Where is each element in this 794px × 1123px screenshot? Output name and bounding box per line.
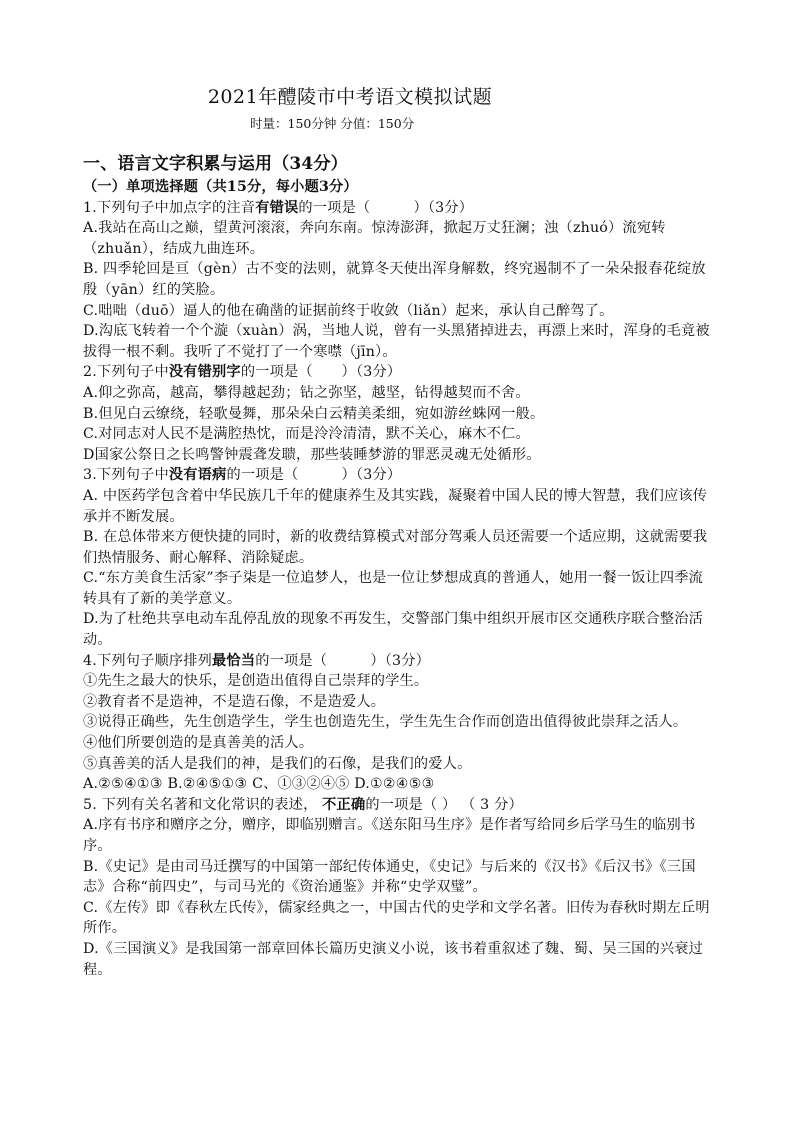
section-heading: 一、语言文字积累与运用（34分） xyxy=(83,154,348,174)
question-5-stem: 5. 下列有关名著和文化常识的表述， 不正确的一项是（ ） （ 3 分） xyxy=(83,796,523,813)
page-title: 2021年醴陵市中考语文模拟试题 xyxy=(207,86,493,108)
question-5-option-c: C.《左传》即《春秋左氏传》，儒家经典之一，中国古代的史学和文学名著。旧传为春秋时期左丘明所作。 xyxy=(83,899,710,937)
question-2-option-c: C.对同志对人民不是满腔热忱，而是泠泠清清，默不关心，麻木不仁。 xyxy=(83,426,530,443)
question-2-stem: 2.下列句子中没有错别字的一项是（ ）（3分） xyxy=(83,364,402,381)
question-5-option-a: A.序有书序和赠序之分，赠序，即临别赠言。《送东阳马生序》是作者写给同乡后学马生的临别书序。 xyxy=(83,817,696,854)
question-4-sentence-4: ④他们所要创造的是真善美的活人。 xyxy=(83,735,314,752)
question-2-option-b: B.但见白云缭绕，轻歌曼舞，那朵朵白云精美柔细，宛如游丝蛛网一般。 xyxy=(83,405,545,422)
question-1-stem: 1.下列句子中加点字的注音有错误的一项是（ ）（3分） xyxy=(83,199,474,216)
question-4-stem: 4.下列句子顺序排列最恰当的一项是（ ）（3分） xyxy=(83,652,430,669)
question-4-sentence-5: ⑤真善美的活人是我们的神，是我们的石像，是我们的爱人。 xyxy=(83,755,472,772)
question-4-sentence-1: ①先生之最大的快乐，是创造出值得自己崇拜的学生。 xyxy=(83,673,429,690)
question-5-option-d: D.《三国演义》是我国第一部章回体长篇历史演义小说，该书着重叙述了魏、蜀、吴三国的兴衰过程。 xyxy=(83,940,704,978)
question-3-option-b: B. 在总体带来方便快捷的同时，新的收费结算模式对部分驾乘人员还需要一个适应期，这就需要我们热情服务、耐心解释、消除疑虑。 xyxy=(83,529,708,566)
question-1-option-a: A.我站在高山之巅，望黄河滚滚，奔向东南。惊涛澎湃，掀起万丈狂澜；浊（zhuó）流宛转（zhuǎn），结成九曲连环。 xyxy=(83,220,666,257)
question-4-options: A.②⑤④①③ B.②④⑤①③ C、①③②④⑤ D.①②④⑤③ xyxy=(83,776,435,793)
question-2-option-a: A.仰之弥高，越高，攀得越起劲；钻之弥坚，越坚，钻得越契而不舍。 xyxy=(83,384,530,401)
question-4-sentence-3: ③说得正确些，先生创造学生，学生也创造先生，学生先生合作而创造出值得彼此崇拜之活人。 xyxy=(83,714,688,731)
question-3-stem: 3.下列句子中没有语病的一项是（ ）（3分） xyxy=(83,467,402,484)
question-1-option-b: B. 四季轮回是亘（gèn）古不变的法则，就算冬天使出浑身解数，终究遏制不了一朵朵报春花绽放殷（yān）红的笑脸。 xyxy=(83,261,706,298)
exam-content xyxy=(83,152,713,980)
subsection-heading: （一）单项选择题（共15分，每小题3分） xyxy=(83,179,358,195)
question-3-option-d: D.为了杜绝共享电动车乱停乱放的现象不再发生，交警部门集中组织开展市区交通秩序联合整治活动。 xyxy=(83,611,704,649)
question-3-option-a: A. 中医药学包含着中华民族几千年的健康养生及其实践，凝聚着中国人民的博大智慧，我们应该传承并不断发展。 xyxy=(83,487,708,525)
question-2-option-d: D国家公祭日之长鸣警钟震聋发聩，那些装睡梦游的罪恶灵魂无处循形。 xyxy=(83,446,541,463)
question-3-option-c: C.“东方美食生活家”李子柒是一位追梦人，也是一位让梦想成真的普通人，她用一餐一饭让四季流转具有了新的美学意义。 xyxy=(83,570,704,607)
question-1-option-c: C.咄咄（duō）逼人的他在确凿的证据前终于收敛（liǎn）起来，承认自己醉驾了。 xyxy=(83,302,614,319)
exam-meta: 时量：150分钟 分值：150分 xyxy=(250,116,415,131)
question-5-option-b: B.《史记》是由司马迁撰写的中国第一部纪传体通史，《史记》与后来的《汉书》《后汉书》《三国志》合称“前四史”，与司马光的《资治通鉴》并称“史学双璧”。 xyxy=(83,858,696,896)
question-4-sentence-2: ②教育者不是造神，不是造石像，不是造爱人。 xyxy=(83,693,386,710)
question-1-option-d: D.沟底飞转着一个个漩（xuàn）涡，当地人说，曾有一头黑猪掉进去，再漂上来时，浑身的毛竟被拔得一根不剩。我听了不觉打了一个寒噤（jīn）。 xyxy=(83,323,710,360)
